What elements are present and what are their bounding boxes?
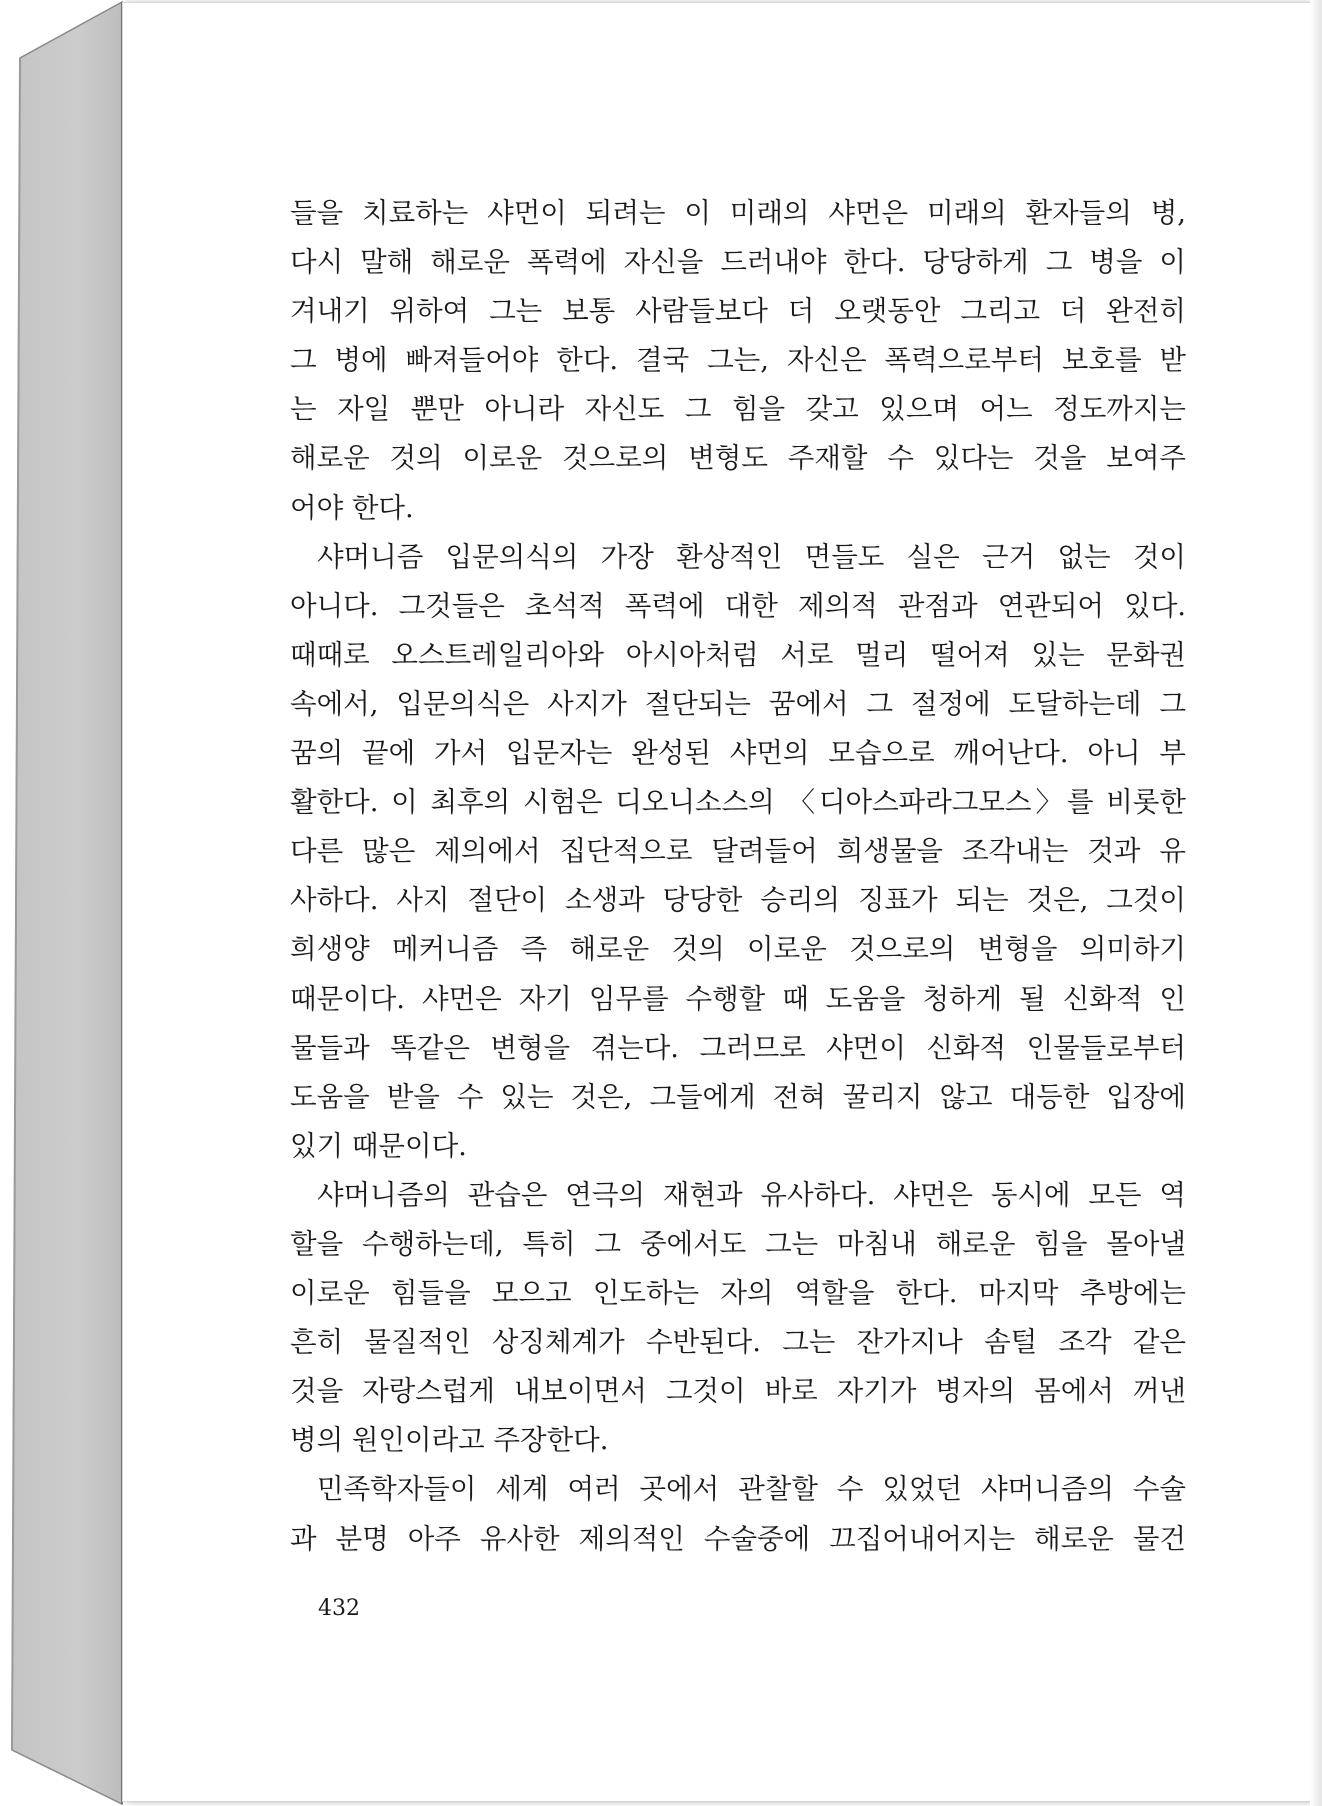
text-line: 민족학자들이 세계 여러 곳에서 관찰할 수 있었던 샤머니즘의 수술: [317, 1473, 1186, 1506]
text-line: 는 자일 뿐만 아니라 자신도 그 힘을 갖고 있으며 어느 정도까지는: [290, 393, 1186, 426]
text-line: 이로운 힘들을 모으고 인도하는 자의 역할을 한다. 마지막 추방에는: [290, 1277, 1186, 1310]
text-line: 겨내기 위하여 그는 보통 사람들보다 더 오랫동안 그리고 더 완전히: [290, 295, 1186, 328]
text-line: 것을 자랑스럽게 내보이면서 그것이 바로 자기가 병자의 몸에서 꺼낸: [290, 1375, 1186, 1408]
text-line: 병의 원인이라고 주장한다.: [290, 1424, 609, 1457]
text-line: 과 분명 아주 유사한 제의적인 수술중에 끄집어내어지는 해로운 물건: [290, 1522, 1186, 1555]
page-number: 432: [318, 1596, 360, 1621]
text-line: 해로운 것의 이로운 것으로의 변형도 주재할 수 있다는 것을 보여주: [290, 442, 1186, 475]
text-line: 샤머니즘 입문의식의 가장 환상적인 면들도 실은 근거 없는 것이: [317, 540, 1186, 573]
text-line: 그 병에 빠져들어야 한다. 결국 그는, 자신은 폭력으로부터 보호를 받: [290, 344, 1186, 377]
text-line: 들을 치료하는 샤먼이 되려는 이 미래의 샤먼은 미래의 환자들의 병,: [290, 197, 1186, 229]
text-line: 물들과 똑같은 변형을 겪는다. 그러므로 샤먼이 신화적 인물들로부터: [290, 1031, 1186, 1064]
text-line: 할을 수행하는데, 특히 그 중에서도 그는 마침내 해로운 힘을 몰아낼: [290, 1227, 1186, 1260]
text-line: 도움을 받을 수 있는 것은, 그들에게 전혀 꿀리지 않고 대등한 입장에: [290, 1080, 1186, 1113]
text-line: 사하다. 사지 절단이 소생과 당당한 승리의 징표가 되는 것은, 그것이: [290, 884, 1186, 917]
text-line: 어야 한다.: [290, 491, 414, 524]
text-line: 있기 때문이다.: [290, 1129, 467, 1162]
text-line: 활한다. 이 최후의 시험은 디오니소스의 〈디아스파라그모스〉를 비롯한: [290, 786, 1186, 819]
text-line: 샤머니즘의 관습은 연극의 재현과 유사하다. 샤먼은 동시에 모든 역: [317, 1178, 1186, 1211]
page-edge-shadow: [1310, 0, 1322, 1806]
text-line: 희생양 메커니즘 즉 해로운 것의 이로운 것으로의 변형을 의미하기: [290, 933, 1186, 966]
text-line: 다른 많은 제의에서 집단적으로 달려들어 희생물을 조각내는 것과 유: [290, 835, 1186, 868]
text-line: 때문이다. 샤먼은 자기 임무를 수행할 때 도움을 청하게 될 신화적 인: [290, 982, 1186, 1015]
text-line: 때때로 오스트레일리아와 아시아처럼 서로 멀리 떨어져 있는 문화권: [290, 638, 1186, 671]
book-spine: [0, 0, 130, 1806]
body-text: [290, 189, 1186, 1564]
text-line: 흔히 물질적인 상징체계가 수반된다. 그는 잔가지나 솜털 조각 같은: [290, 1326, 1186, 1359]
text-line: 속에서, 입문의식은 사지가 절단되는 꿈에서 그 절정에 도달하는데 그: [290, 687, 1186, 720]
text-line: 다시 말해 해로운 폭력에 자신을 드러내야 한다. 당당하게 그 병을 이: [290, 246, 1186, 279]
text-line: 아니다. 그것들은 초석적 폭력에 대한 제의적 관점과 연관되어 있다.: [290, 589, 1186, 622]
text-line: 꿈의 끝에 가서 입문자는 완성된 샤먼의 모습으로 깨어난다. 아니 부: [290, 737, 1186, 770]
